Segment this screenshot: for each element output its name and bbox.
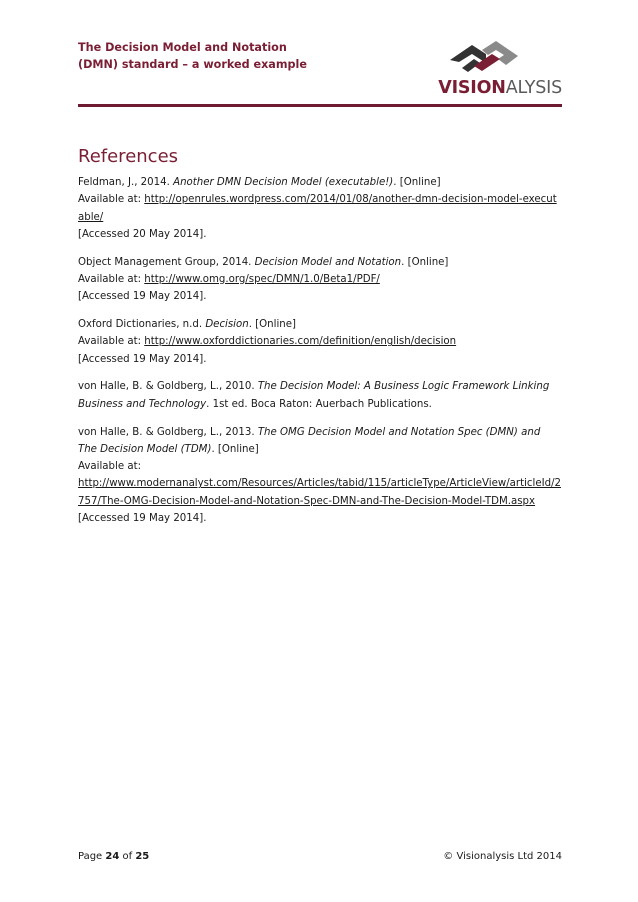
reference-lead: von Halle, B. & Goldberg, L., 2013. bbox=[78, 426, 258, 438]
reference-after-title: . 1st ed. Boca Raton: Auerbach Publications. bbox=[206, 398, 432, 410]
reference-title: Decision bbox=[205, 319, 249, 331]
logo-wordmark-light: ALYSIS bbox=[505, 78, 562, 98]
document-title-line2: (DMN) standard – a worked example bbox=[78, 58, 307, 71]
reference-available-label: Available at: bbox=[78, 273, 145, 285]
reference-item bbox=[78, 378, 562, 413]
page-prefix: Page bbox=[78, 851, 106, 862]
reference-title: The OMG Decision Model and Notation Spec (DMN) and The Decision Model (TDM) bbox=[78, 426, 541, 455]
page-header bbox=[78, 38, 562, 104]
page-number bbox=[78, 850, 149, 864]
page-current: 24 bbox=[105, 851, 120, 862]
reference-available bbox=[78, 271, 562, 288]
reference-title: Decision Model and Notation bbox=[254, 256, 402, 268]
logo-mark-icon bbox=[446, 38, 526, 76]
reference-title: The Decision Model: A Business Logic Framework Linking Business and Technology bbox=[78, 381, 550, 410]
document-title-line1: The Decision Model and Notation bbox=[78, 41, 287, 54]
section-heading: References bbox=[78, 146, 179, 167]
reference-item bbox=[78, 174, 562, 243]
reference-available-label: Available at: bbox=[78, 336, 145, 348]
reference-url-link[interactable]: http://openrules.wordpress.com/2014/01/08/another-dmn-decision-model-executable/ bbox=[78, 194, 557, 223]
copyright-notice: © Visionalysis Ltd 2014 bbox=[443, 851, 562, 862]
reference-url-line bbox=[78, 475, 562, 510]
reference-url-link[interactable]: http://www.oxforddictionaries.com/definition/english/decision bbox=[144, 336, 457, 348]
reference-after-title: . [Online] bbox=[248, 319, 296, 331]
visionalysis-logo bbox=[412, 38, 562, 100]
logo-wordmark-bold: VISION bbox=[438, 78, 506, 98]
reference-available bbox=[78, 191, 562, 226]
reference-item bbox=[78, 424, 562, 528]
reference-lead: von Halle, B. & Goldberg, L., 2010. bbox=[78, 381, 258, 393]
page-content bbox=[78, 146, 562, 538]
reference-after-title: . [Online] bbox=[393, 177, 441, 188]
reference-url-link[interactable]: http://www.omg.org/spec/DMN/1.0/Beta1/PDF/ bbox=[144, 273, 380, 285]
reference-lead: Feldman, J., 2014. bbox=[78, 177, 174, 188]
reference-available bbox=[78, 333, 562, 350]
logo-wordmark bbox=[438, 78, 562, 98]
page-total: 25 bbox=[135, 851, 150, 862]
header-divider bbox=[78, 104, 562, 107]
reference-lead: Oxford Dictionaries, n.d. bbox=[78, 319, 206, 331]
reference-item bbox=[78, 316, 562, 368]
reference-accessed: [Accessed 20 May 2014]. bbox=[78, 228, 207, 240]
reference-accessed: [Accessed 19 May 2014]. bbox=[78, 291, 207, 303]
reference-lead: Object Management Group, 2014. bbox=[78, 256, 255, 268]
reference-available-label: Available at: bbox=[78, 194, 145, 206]
reference-title: Another DMN Decision Model (executable!) bbox=[173, 177, 394, 188]
reference-after-title: . [Online] bbox=[211, 443, 259, 455]
page-separator: of bbox=[119, 851, 136, 862]
reference-after-title: . [Online] bbox=[401, 256, 449, 268]
reference-accessed: [Accessed 19 May 2014]. bbox=[78, 353, 207, 365]
reference-url-link[interactable]: http://www.modernanalyst.com/Resources/Articles/tabid/115/articleType/ArticleView/articleId/2757/The-OMG-Decision-Model-and-Notation-Spec-DMN-and-The-Decision-Model-TDM.aspx bbox=[78, 478, 562, 507]
document-title bbox=[78, 39, 307, 73]
reference-available: Available at: bbox=[78, 461, 142, 473]
reference-item bbox=[78, 254, 562, 306]
reference-accessed: [Accessed 19 May 2014]. bbox=[78, 513, 207, 525]
